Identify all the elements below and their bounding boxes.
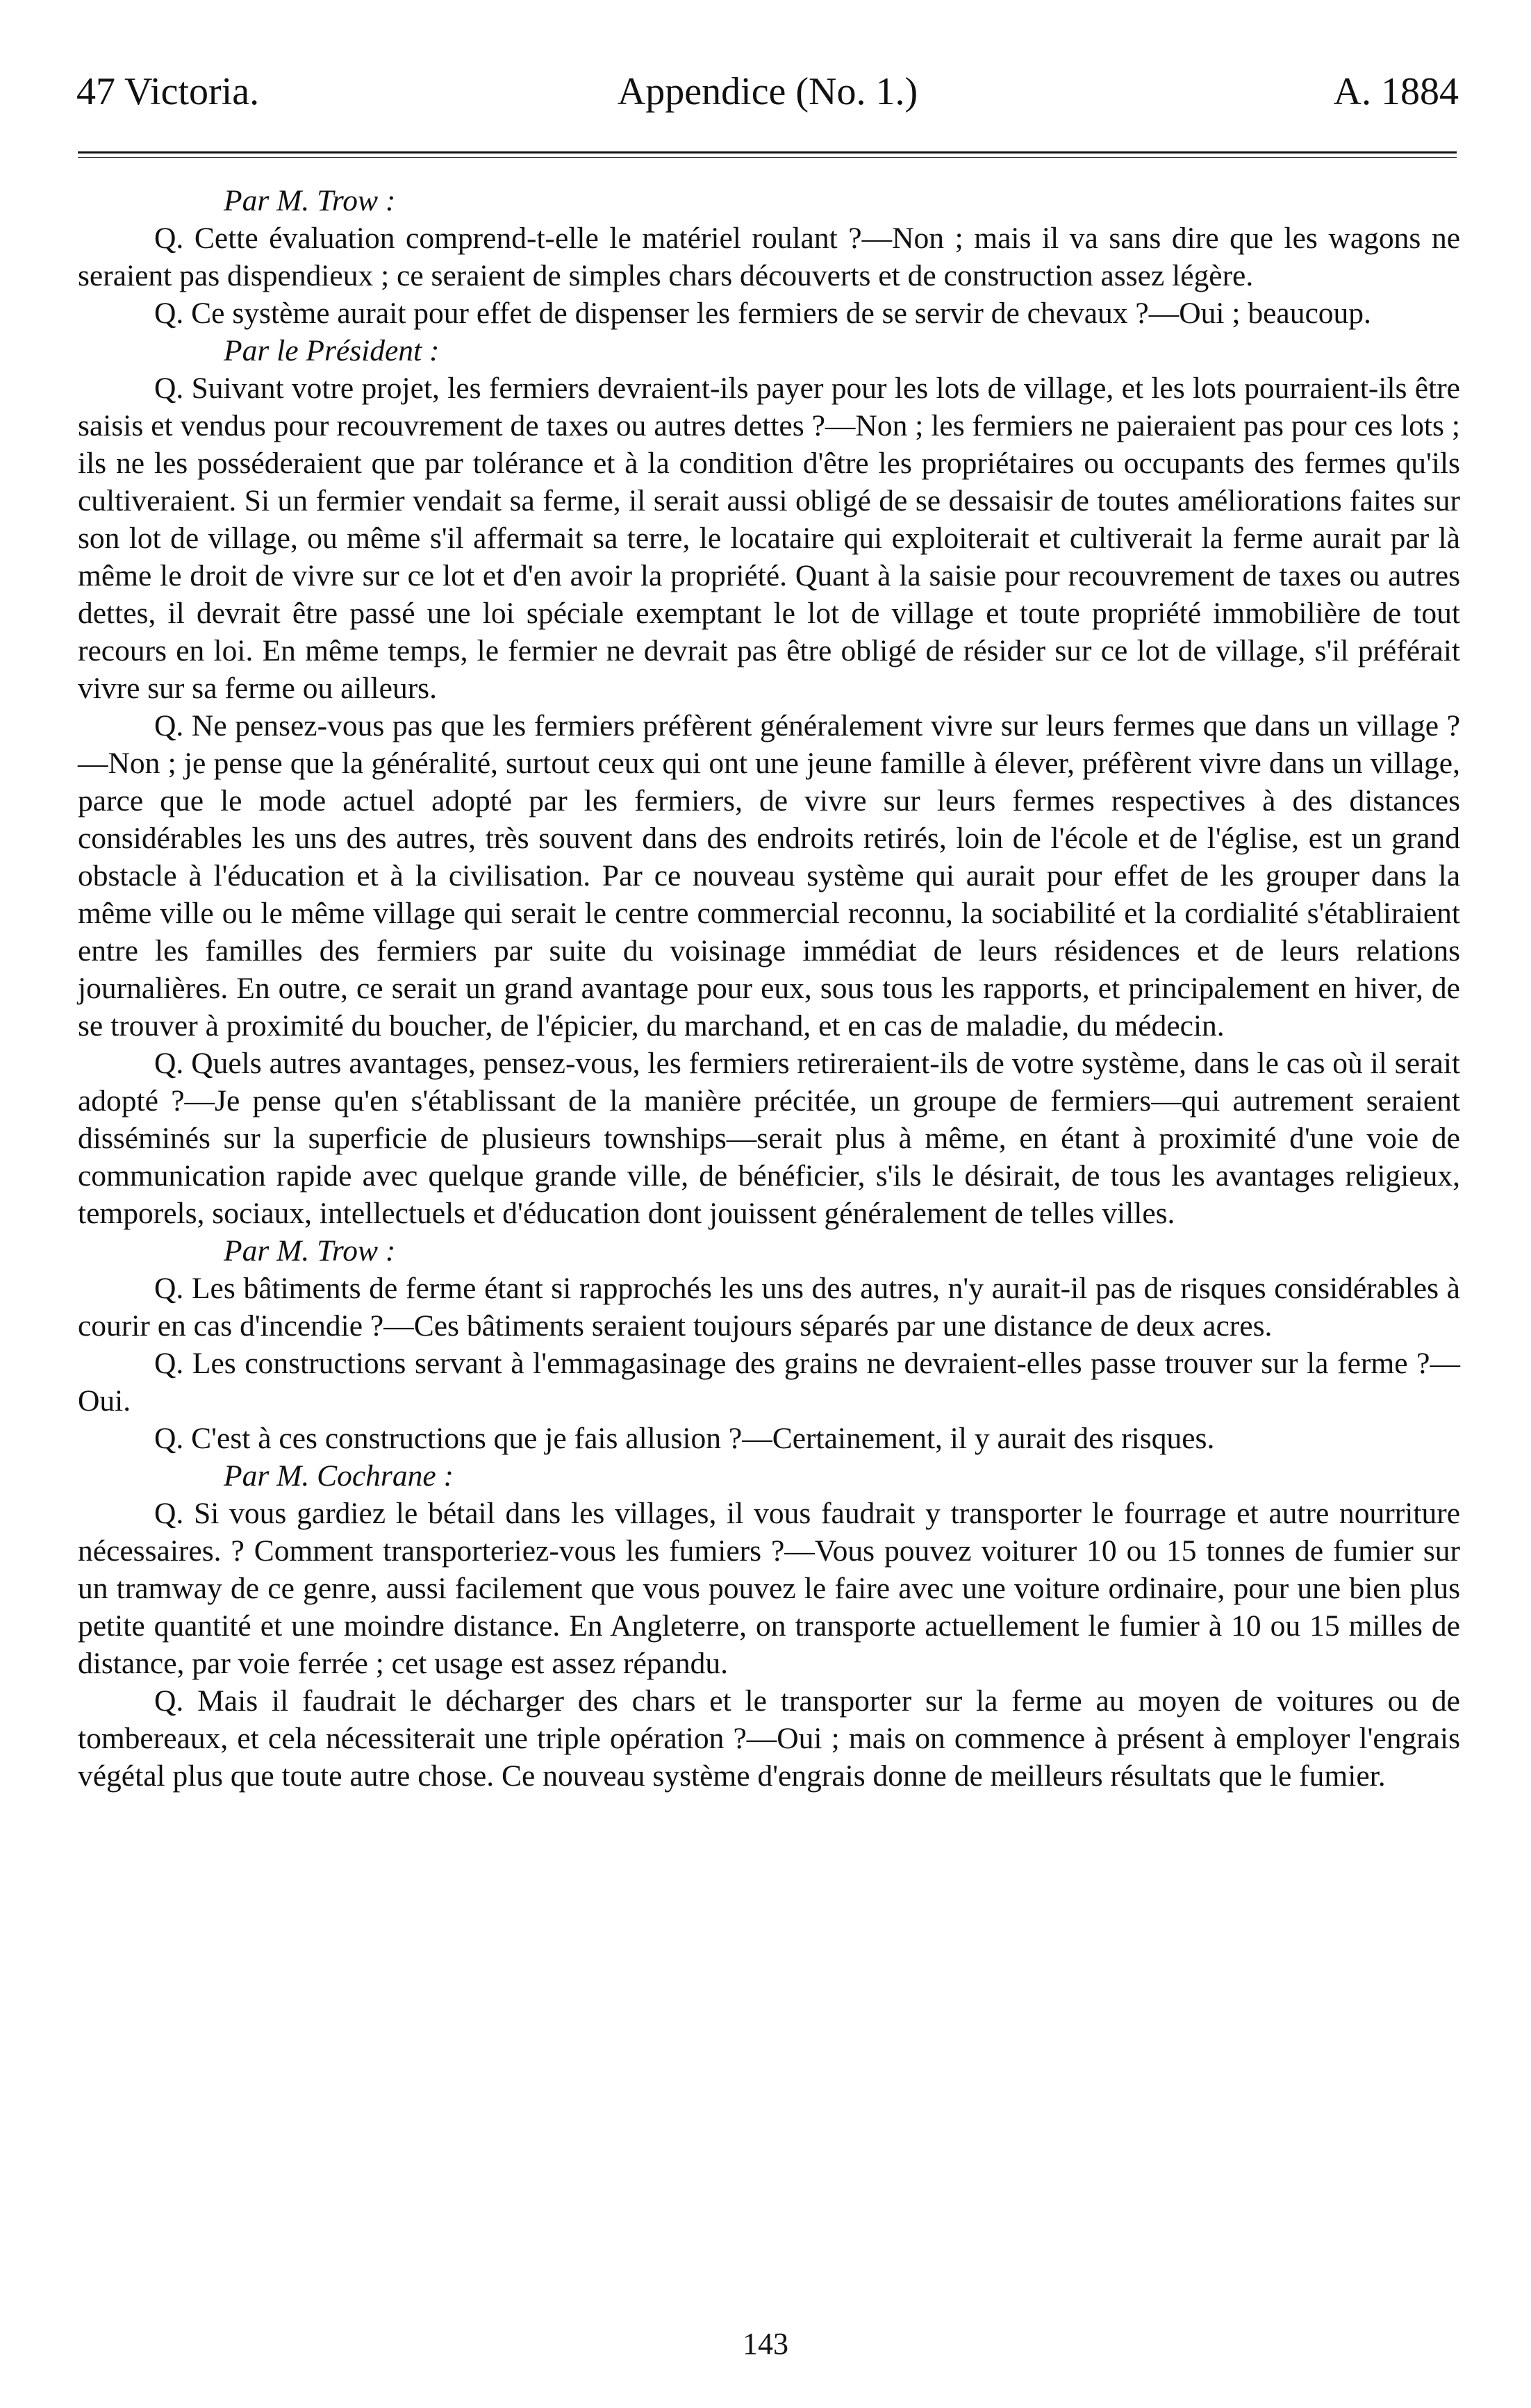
speaker-heading: Par le Président :	[224, 334, 440, 367]
testimony-paragraph: Q. Ce système aurait pour effet de dispenser les fermiers de se servir de chevaux ?—Oui ; beaucoup.	[154, 297, 1371, 330]
speaker-heading: Par M. Trow :	[224, 1234, 396, 1268]
testimony-paragraph: Q. Suivant votre projet, les fermiers devraient-ils payer pour les lots de village, et les lots pourraient-ils être saisis et vendus pour recouvrement de taxes ou autres dettes ?—Non ; les fermiers ne paieraient pas pour ces lots ; ils ne les posséderaient que par tolérance et à la condition d'être les propriétaires ou occupants des fermes qu'ils cultiveraient. Si un fermier vendait sa ferme, il serait aussi obligé de se dessaisir de toutes améliorations faites sur son lot de village, ou même s'il affermait sa terre, le locataire qui exploiterait et cultiverait la ferme aurait par là même le droit de vivre sur ce lot et d'en avoir la propriété. Quant à la saisie pour recouvrement de taxes ou autres dettes, il devrait être passé une loi spéciale exemptant le lot de village et toute propriété immobilière de tout recours en loi. En même temps, le fermier ne devrait pas être obligé de résider sur ce lot de village, s'il préférait vivre sur sa ferme ou ailleurs.	[78, 372, 1460, 705]
speaker-heading: Par M. Cochrane :	[224, 1459, 454, 1493]
testimony-paragraph: Q. Cette évaluation comprend-t-elle le matériel roulant ?—Non ; mais il va sans dire que les wagons ne seraient pas dispendieux ; ce seraient de simples chars découverts et de construction assez légère.	[78, 222, 1460, 292]
testimony-paragraph: Q. Ne pensez-vous pas que les fermiers préfèrent généralement vivre sur leurs fermes que dans un village ?—Non ; je pense que la généralité, surtout ceux qui ont une jeune famille à élever, préfèrent vivre dans un village, parce que le mode actuel adopté par les fermiers, de vivre sur leurs fermes respectives à des distances considérables les uns des autres, très souvent dans des endroits retirés, loin de l'école et de l'église, est un grand obstacle à l'éducation et à la civilisation. Par ce nouveau système qui aurait pour effet de les grouper dans la même ville ou le même village qui serait le centre commercial reconnu, la sociabilité et la cordialité s'établiraient entre les familles des fermiers par suite du voisinage immédiat de leurs résidences et de leurs relations journalières. En outre, ce serait un grand avantage pour eux, sous tous les rapports, et principalement en hiver, de se trouver à proximité du boucher, de l'épicier, du marchand, et en cas de maladie, du médecin.	[78, 709, 1460, 1043]
testimony-paragraph: Q. C'est à ces constructions que je fais allusion ?—Certainement, il y aurait des risques.	[154, 1422, 1215, 1455]
testimony-paragraph: Q. Les bâtiments de ferme étant si rapprochés les uns des autres, n'y aurait-il pas de risques considérables à courir en cas d'incendie ?—Ces bâtiments seraient toujours séparés par une distance de deux acres.	[78, 1272, 1460, 1343]
document-body	[78, 182, 1460, 1795]
header-title: Appendice (No. 1.)	[617, 70, 918, 113]
header-rule	[78, 151, 1457, 153]
running-header	[76, 64, 1459, 119]
testimony-paragraph: Q. Quels autres avantages, pensez-vous, les fermiers retireraient-ils de votre système, dans le cas où il serait adopté ?—Je pense qu'en s'établissant de la manière précitée, un groupe de fermiers—qui autrement seraient disséminés sur la superficie de plusieurs townships—serait plus à même, en étant à proximité d'une voie de communication rapide avec quelque grande ville, de bénéficier, s'ils le désirait, de tous les avantages religieux, temporels, sociaux, intellectuels et d'éducation dont jouissent généralement de telles villes.	[78, 1047, 1460, 1230]
testimony-paragraph: Q. Mais il faudrait le décharger des chars et le transporter sur la ferme au moyen de voitures ou de tombereaux, et cela nécessiterait une triple opération ?—Oui ; mais on commence à présent à employer l'engrais végétal plus que toute autre chose. Ce nouveau système d'engrais donne de meilleurs résultats que le fumier.	[78, 1684, 1460, 1793]
header-year: A. 1884	[1333, 70, 1459, 113]
testimony-paragraph: Q. Les constructions servant à l'emmagasinage des grains ne devraient-elles passe trouver sur la ferme ?—Oui.	[78, 1347, 1460, 1418]
speaker-heading: Par M. Trow :	[224, 184, 396, 217]
page-number: 143	[743, 2327, 788, 2361]
testimony-paragraph: Q. Si vous gardiez le bétail dans les villages, il vous faudrait y transporter le fourrage et autre nourriture nécessaires. ? Comment transporteriez-vous les fumiers ?—Vous pouvez voiturer 10 ou 15 tonnes de fumier sur un tramway de ce genre, aussi facilement que vous pouvez le faire avec une voiture ordinaire, pour une bien plus petite quantité et une moindre distance. En Angleterre, on transporte actuellement le fumier à 10 ou 15 milles de distance, par voie ferrée ; cet usage est assez répandu.	[78, 1497, 1460, 1680]
header-rule-thin	[78, 157, 1457, 158]
header-volume: 47 Victoria.	[76, 70, 260, 113]
